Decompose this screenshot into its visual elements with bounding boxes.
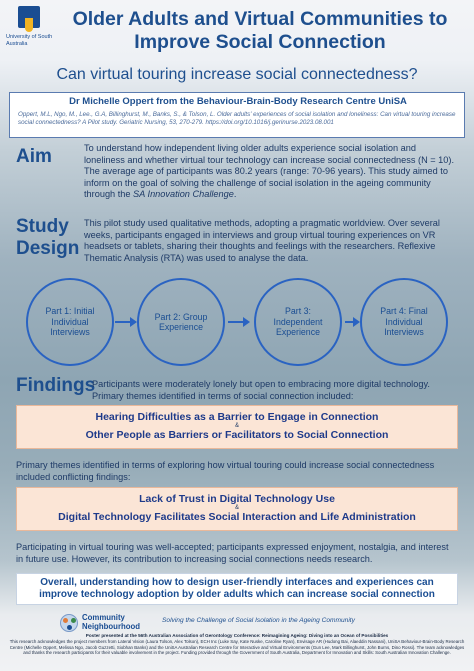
findings-heading: Findings [16, 375, 96, 396]
aim-text-emphasis: SA Innovation Challenge [133, 189, 234, 200]
author-box [9, 92, 465, 138]
part-3-circle: Part 3: Independent Experience [254, 278, 342, 366]
community-icon [60, 614, 78, 632]
logo-line2: Neighbourhood [82, 622, 141, 631]
conflicting-findings-intro: Primary themes identified in terms of exploring how virtual touring could increase social connectedness included conflicting findings: [16, 460, 435, 482]
social-connection-themes-box [16, 405, 458, 449]
study-design-heading-line2: Design [16, 238, 80, 259]
poster-note: Poster presented at the 56th Australian Association of Gerontology Conference: Reimagining Ageing: Diving into an Ocean of Possibilities [85, 633, 389, 638]
virtual-touring-themes-box [16, 487, 458, 531]
conclusion-box: Overall, understanding how to design user-friendly interfaces and experiences can improve technology adoption by older adults which can increase social connection [16, 573, 458, 605]
logo-line1: Community [82, 613, 125, 622]
study-design-heading-line1: Study [16, 216, 69, 237]
part-4-circle: Part 4: Final Individual Interviews [360, 278, 448, 366]
aim-heading: Aim [16, 146, 52, 167]
poster-title: Older Adults and Virtual Communities to Improve Social Connection [72, 8, 448, 53]
arrow-right-icon [228, 321, 248, 323]
part-1-circle: Part 1: Initial Individual Interviews [26, 278, 114, 366]
author-name: Dr Michelle Oppert from the Behaviour-Brain-Body Research Centre UniSA [69, 96, 407, 107]
part-2-circle: Part 2: Group Experience [137, 278, 225, 366]
poster-subtitle: Can virtual touring increase social connectedness? [56, 66, 418, 83]
theme-hearing-difficulties: Hearing Difficulties as a Barrier to Engage in Connection [95, 411, 379, 423]
aim-text: To understand how independent living older adults experience social isolation and loneliness and whether virtual tour technology can increase social connectedness (N = 10). The average age of participants was 80.2 years (range: 70-96 years). This study aimed to inform on the goal of solving the challenge of social isolation in the ageing community through the SA Innovation Challenge. [84, 143, 455, 200]
theme-lack-of-trust: Lack of Trust in Digital Technology Use [139, 493, 335, 505]
unisa-logo [6, 6, 54, 47]
arrow-right-icon [345, 321, 358, 323]
acknowledgement: This research acknowledges the project members from Lateral Vision (Laura Tolson, Alex Tolson), ECH Inc (Luke Say, Kate Nuske, Caroline Ryan), Envisage AR (Hudong Bai, Alaeddin Nassani), UniSA Behaviour-Brain-Body Research Centre (Michelle Oppert, Melissa Ngo, Jacob Guzzetti, Siobhan Banks) and the UniSA Australian Research Centre for Interactive and Virtual Environments (Gun Lee, Mark Billinghurst, John Burns, Dino Rossi). The team acknowledges and thanks the research participants for their valuable involvement in the project. Funding provided through the Government of South Australia, Department for Innovation and Skills: South Australian Innovation Challenge. [9, 639, 465, 656]
citation: Oppert, M.L, Ngo, M., Lee., G.A, Billinghurst, M., Banks, S., & Tolson, L. Older adults' experiences of social isolation and loneliness: Can virtual touring increase social connectedness? A Pilot study. Geriatric Nursing, 53, 270-279. https://doi.org/10.1016/j.gerinurse.2023.08.001 [18, 111, 456, 126]
theme-other-people: Other People as Barriers or Facilitators to Social Connection [85, 429, 389, 441]
ampersand: & [234, 505, 239, 511]
findings-intro: Participants were moderately lonely but open to embracing more digital technology. Primary themes identified in terms of social connection included: [92, 379, 430, 401]
ampersand: & [234, 423, 239, 429]
university-name: University of South Australia [6, 34, 53, 47]
unisa-logo-mark [18, 6, 40, 32]
study-design-text: This pilot study used qualitative methods, adopting a pragmatic worldview. Over several weeks, participants engaged in interviews and group virtual touring experiences on VR headsets or tablets, sharing their thoughts and feelings with the researchers. Reflexive Thematic Analysis (RTA) was used to analyse the data. [84, 218, 440, 263]
arrow-right-icon [115, 321, 135, 323]
footer-tagline: Solving the Challenge of Social Isolation in the Ageing Community [162, 617, 355, 624]
theme-digital-facilitates: Digital Technology Facilitates Social Interaction and Life Administration [58, 511, 416, 523]
acceptance-text: Participating in virtual touring was well-accepted; participants expressed enjoyment, nostalgia, and interest in future use. However, its contribution to increasing social connections needs research. [16, 542, 449, 564]
